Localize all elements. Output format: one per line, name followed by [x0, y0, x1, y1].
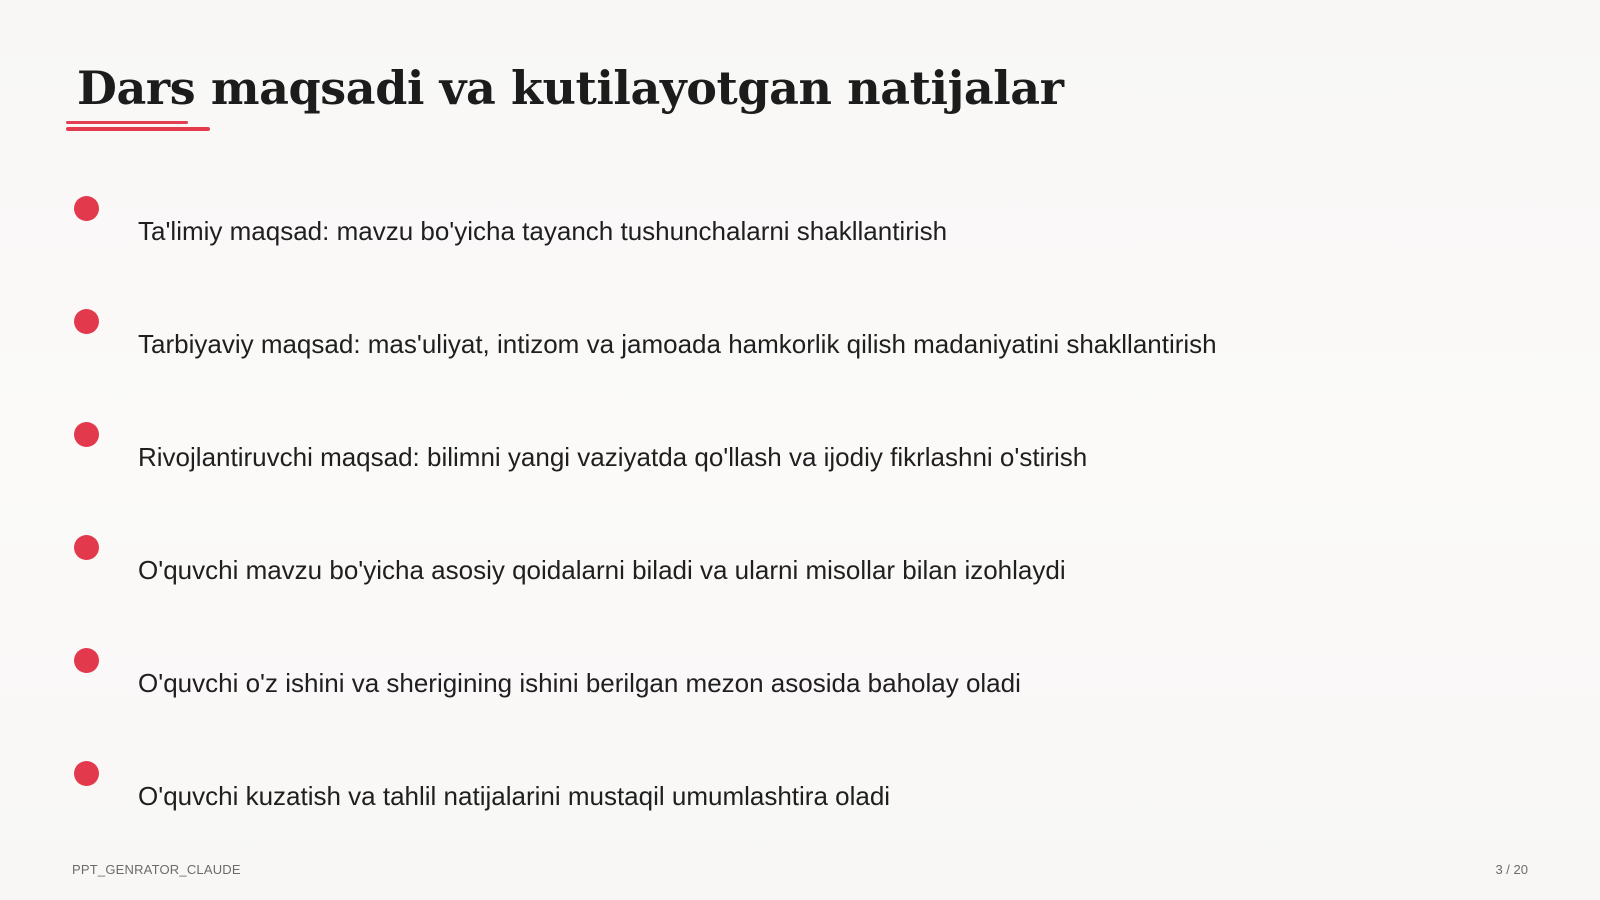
bullet-dot-icon [74, 422, 99, 447]
list-item [0, 648, 1500, 728]
list-item-text: O'quvchi kuzatish va tahlil natijalarini mustaqil umumlashtira oladi [138, 781, 891, 811]
list-item-text: Rivojlantiruvchi maqsad: bilimni yangi vaziyatda qo'llash va ijodiy fikrlashni o'stirish [138, 442, 1088, 472]
page-number-indicator: 3 / 20 [1495, 862, 1528, 877]
list-item [0, 422, 1500, 502]
footer-source-label: PPT_GENRATOR_CLAUDE [72, 862, 241, 877]
list-item-text: Tarbiyaviy maqsad: mas'uliyat, intizom va jamoada hamkorlik qilish madaniyatini shakllantirish [138, 329, 1217, 359]
list-item-text: O'quvchi o'z ishini va sherigining ishini berilgan mezon asosida baholay oladi [138, 668, 1021, 698]
bullet-dot-icon [74, 648, 99, 673]
bullet-dot-icon [74, 196, 99, 221]
list-item [0, 196, 1500, 276]
list-item [0, 761, 1500, 841]
list-item [0, 535, 1500, 615]
slide-title: Dars maqsadi va kutilayotgan natijalar [77, 61, 1064, 115]
bullet-dot-icon [74, 761, 99, 786]
list-item [0, 309, 1500, 389]
underline-bar-top [66, 121, 188, 124]
bullet-dot-icon [74, 309, 99, 334]
bullet-dot-icon [74, 535, 99, 560]
list-item-text: Ta'limiy maqsad: mavzu bo'yicha tayanch tushunchalarni shakllantirish [138, 216, 948, 246]
list-item-text: O'quvchi mavzu bo'yicha asosiy qoidalarni biladi va ularni misollar bilan izohlaydi [138, 555, 1066, 585]
title-underline-decoration [66, 121, 210, 131]
underline-bar-bottom [66, 127, 210, 131]
